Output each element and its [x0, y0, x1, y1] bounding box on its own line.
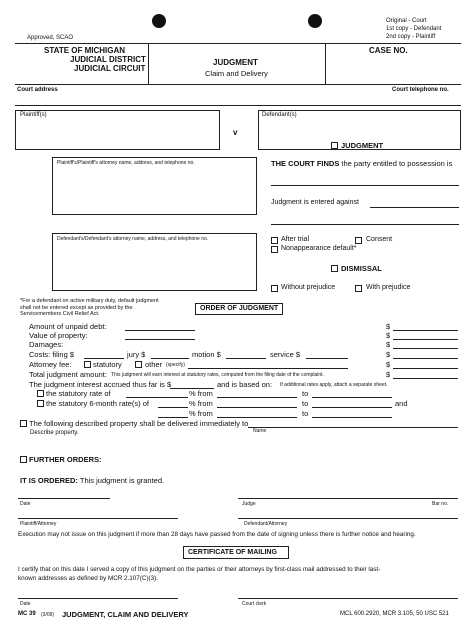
- header-bottom-rule: [15, 84, 461, 85]
- court-clerk-label: Court clerk: [242, 601, 267, 607]
- attorney-fee-label: Attorney fee:: [29, 360, 72, 369]
- dismissal-checkbox[interactable]: [331, 265, 338, 272]
- value-property-amount[interactable]: [393, 339, 458, 340]
- statutory-rate-from-line[interactable]: [217, 397, 297, 398]
- statutory-rate-line[interactable]: [126, 397, 188, 398]
- property-recipient-line[interactable]: [248, 427, 458, 428]
- judge-label: Judge: [242, 501, 256, 507]
- defendant-attorney-sig-line[interactable]: [238, 518, 458, 519]
- total-amount[interactable]: [393, 378, 458, 379]
- header-divider-2: [325, 43, 326, 84]
- plaintiffs-label: Plaintiff(s): [20, 112, 47, 118]
- state-label: STATE OF MICHIGAN: [44, 46, 126, 55]
- total-dollar: $: [386, 370, 391, 379]
- six-month-to-line-1[interactable]: [312, 407, 392, 408]
- court-address-label: Court address: [17, 87, 58, 93]
- costs-jury-label: jury $: [127, 350, 146, 359]
- punch-hole-right: [308, 14, 322, 28]
- it-is-ordered-bold: IT IS ORDERED:: [20, 476, 78, 485]
- damages-dollar: $: [386, 340, 391, 349]
- unpaid-debt-dollar: $: [386, 322, 391, 331]
- other-fee-line[interactable]: [188, 368, 348, 369]
- court-phone-label: Court telephone no.: [392, 87, 449, 93]
- six-month-rate-to-2: to: [302, 409, 309, 418]
- value-property-line[interactable]: [125, 339, 195, 340]
- costs-jury-line[interactable]: [151, 358, 189, 359]
- without-prejudice-label: Without prejudice: [281, 284, 336, 291]
- court-address-rule: [15, 105, 461, 106]
- judge-line[interactable]: [238, 498, 458, 499]
- consent-checkbox[interactable]: [355, 237, 362, 244]
- form-subtitle: Claim and Delivery: [205, 69, 268, 78]
- six-month-rate-to-1: to: [302, 399, 309, 408]
- six-month-rate-line-2[interactable]: [158, 417, 188, 418]
- after-trial-label: After trial: [281, 236, 310, 243]
- value-property-dollar: $: [386, 331, 391, 340]
- nonappearance-checkbox[interactable]: [271, 246, 278, 253]
- additional-rates-note: If additional rates apply, attach a separate sheet.: [280, 382, 388, 388]
- copy-first: 1st copy - Defendant: [386, 26, 442, 32]
- punch-hole-left: [152, 14, 166, 28]
- six-month-rate-checkbox[interactable]: [37, 400, 44, 407]
- six-month-from-line-2[interactable]: [217, 417, 297, 418]
- statutory-fee-label: statutory: [93, 360, 122, 369]
- six-month-from-line-1[interactable]: [217, 407, 297, 408]
- with-prejudice-checkbox[interactable]: [355, 285, 362, 292]
- property-delivered-checkbox[interactable]: [20, 420, 27, 427]
- costs-motion-label: motion $: [192, 350, 221, 359]
- footer-references: MCL 600.2920, MCR 3.105, 50 USC 521: [340, 611, 449, 617]
- district-label: JUDICIAL DISTRICT: [70, 55, 146, 64]
- unpaid-debt-label: Amount of unpaid debt:: [29, 322, 107, 331]
- plaintiff-attorney-sig-label: Plaintiff/Attorney: [20, 521, 57, 527]
- total-note: This judgment will earn interest at statutory rates, computed from the filing date of the complaint.: [111, 372, 324, 378]
- court-finds-text: [271, 159, 452, 168]
- it-is-ordered: [20, 476, 164, 485]
- plaintiff-attorney-sig-line[interactable]: [18, 518, 178, 519]
- approved-label: Approved, SCAO: [27, 35, 74, 41]
- order-heading: ORDER OF JUDGMENT: [200, 305, 279, 312]
- costs-service-label: service $: [270, 350, 301, 359]
- statutory-rate-from: % from: [189, 389, 213, 398]
- nonappearance-label: Nonappearance default*: [281, 245, 357, 252]
- six-month-rate-label: the statutory 6-month rate(s) of: [46, 399, 149, 408]
- footer-form-number: MC 39: [18, 611, 36, 617]
- costs-dollar: $: [386, 350, 391, 359]
- describe-property-label: Describe property.: [30, 430, 79, 436]
- costs-amount[interactable]: [393, 358, 458, 359]
- other-fee-label: other: [145, 360, 163, 369]
- judgment-against-line[interactable]: [370, 207, 459, 208]
- case-no-label: CASE NO.: [369, 46, 408, 55]
- six-month-rate-line[interactable]: [158, 407, 188, 408]
- military-note: *For a defendant on active military duty, default judgment shall not be entered except as provided by the Servicemembers Civil Relief Act.: [20, 298, 159, 317]
- unpaid-debt-line[interactable]: [125, 330, 195, 331]
- property-delivered-label: The following described property shall be delivered immediately to: [29, 419, 249, 428]
- judgment-checkbox[interactable]: [331, 142, 338, 149]
- value-property-label: Value of property:: [29, 331, 88, 340]
- costs-motion-line[interactable]: [226, 358, 266, 359]
- certificate-text-1: I certify that on this date I served a copy of this judgment on the parties or their attorneys by first-class mail addressed to their last-: [18, 566, 381, 573]
- six-month-rate-from-1: % from: [189, 399, 213, 408]
- with-prejudice-label: With prejudice: [366, 284, 411, 291]
- defendants-label: Defendant(s): [262, 112, 297, 118]
- copy-original: Original - Court: [386, 18, 427, 24]
- date-label: Date: [20, 501, 31, 507]
- court-clerk-line[interactable]: [238, 598, 458, 599]
- costs-filing-label: Costs: filing $: [29, 350, 75, 359]
- damages-label: Damages:: [29, 340, 64, 349]
- header-top-rule: [15, 43, 461, 44]
- statutory-rate-to-line[interactable]: [312, 397, 392, 398]
- copy-second: 2nd copy - Plaintiff: [386, 34, 436, 40]
- court-finds-bold: THE COURT FINDS: [271, 159, 340, 168]
- costs-filing-line[interactable]: [84, 358, 124, 359]
- header-divider-1: [148, 43, 149, 84]
- it-is-ordered-rest: This judgment is granted.: [79, 476, 165, 485]
- consent-label: Consent: [366, 236, 393, 243]
- interest-accrued-label: The judgment interest accrued thus far is $: [29, 380, 172, 389]
- certificate-date-line[interactable]: [18, 598, 178, 599]
- court-finds-rest: the party entitled to possession is: [339, 159, 453, 168]
- six-month-to-line-2[interactable]: [312, 417, 392, 418]
- certificate-text-2: known addresses as defined by MCR 2.107(C)(3).: [18, 575, 158, 582]
- six-month-rate-from-2: % from: [189, 409, 213, 418]
- without-prejudice-checkbox[interactable]: [271, 285, 278, 292]
- defendant-attorney-label: Defendant's/Defendant's attorney name, address, and telephone no.: [57, 236, 209, 242]
- name-label: Name: [253, 428, 267, 434]
- versus-label: v: [233, 128, 238, 137]
- certificate-date-label: Date: [20, 601, 31, 607]
- costs-service-line[interactable]: [306, 358, 348, 359]
- circuit-label: JUDICIAL CIRCUIT: [74, 64, 146, 73]
- judgment-against-line-2[interactable]: [271, 224, 459, 225]
- statutory-fee-checkbox[interactable]: [84, 361, 91, 368]
- judgment-checkbox-label: JUDGMENT: [341, 141, 384, 150]
- form-title: JUDGMENT: [213, 58, 258, 67]
- attorney-fee-amount[interactable]: [393, 368, 458, 369]
- other-fee-checkbox[interactable]: [135, 361, 142, 368]
- statutory-rate-checkbox[interactable]: [37, 390, 44, 397]
- based-on-label: and is based on:: [217, 380, 273, 389]
- possession-party-line[interactable]: [271, 185, 459, 186]
- further-orders-label: FURTHER ORDERS:: [29, 455, 102, 464]
- plaintiff-attorney-label: Plaintiff's/Plaintiff's attorney name, address, and telephone no.: [57, 160, 195, 166]
- six-month-rate-and: and: [395, 399, 408, 408]
- attorney-fee-dollar: $: [386, 360, 391, 369]
- footer-title: JUDGMENT, CLAIM AND DELIVERY: [62, 610, 189, 619]
- other-fee-specify: (specify): [166, 362, 185, 368]
- total-label: Total judgment amount:: [29, 370, 107, 379]
- date-line[interactable]: [18, 498, 110, 499]
- footer-revision: (3/09): [41, 612, 55, 618]
- dismissal-label: DISMISSAL: [341, 264, 382, 273]
- damages-amount[interactable]: [393, 348, 458, 349]
- certificate-heading: CERTIFICATE OF MAILING: [188, 549, 277, 556]
- after-trial-checkbox[interactable]: [271, 237, 278, 244]
- statutory-rate-to: to: [302, 389, 309, 398]
- defendant-attorney-sig-label: Defendant/Attorney: [244, 521, 288, 527]
- bar-no-label: Bar no.: [432, 501, 449, 507]
- execution-note: Execution may not issue on this judgment if more than 28 days have passed from the date of signing unless there is further notice and hearing.: [18, 531, 416, 538]
- judgment-against-label: Judgment is entered against: [271, 199, 359, 206]
- further-orders-checkbox[interactable]: [20, 456, 27, 463]
- statutory-rate-label: the statutory rate of: [46, 389, 111, 398]
- unpaid-debt-amount[interactable]: [393, 330, 458, 331]
